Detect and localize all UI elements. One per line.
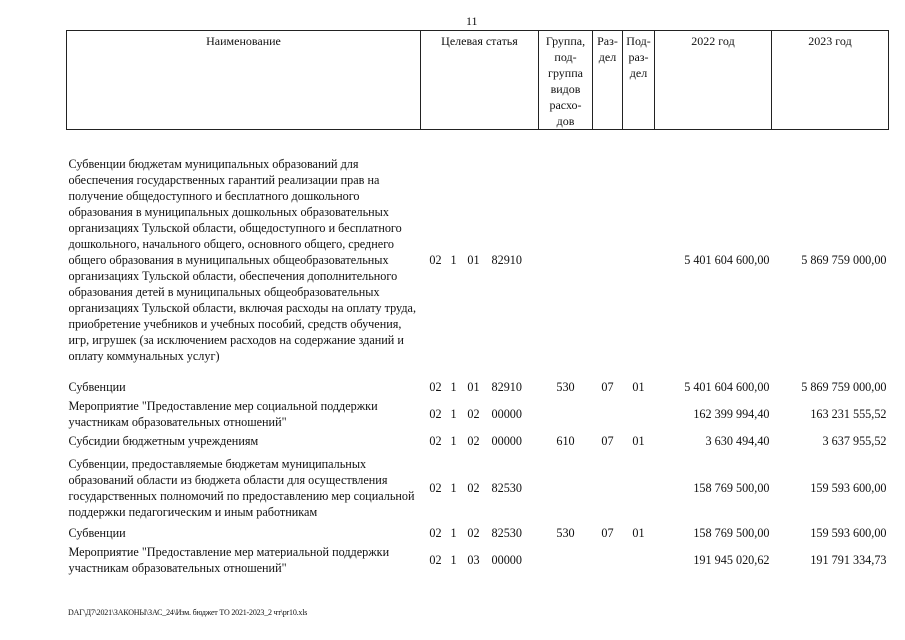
header-2023: 2023 год [772, 31, 889, 130]
row-name: Мероприятие "Предоставление мер социальной поддержки участникам образовательных отношений" [68, 398, 378, 429]
target-code-part: 02 [429, 433, 442, 448]
budget-table [66, 30, 889, 576]
row-section: 07 [601, 379, 614, 394]
file-path-footer: DAГ\Д7\2021\ЗАКОНЫ\ЗАС_24\Изм. бюджет ТО 2021-2023_2 чт\pr10.xls [68, 608, 308, 617]
row-group: 530 [556, 525, 575, 540]
row-name: Мероприятие "Предоставление мер материальной поддержки участникам образовательных отношений" [68, 544, 390, 575]
target-code-part: 1 [450, 406, 457, 421]
row-group [539, 130, 593, 376]
row-2022: 162 399 994,40 [693, 406, 770, 421]
target-code-part: 02 [467, 433, 480, 448]
row-target-code [421, 544, 539, 576]
target-code-part: 01 [467, 252, 480, 267]
header-name: Наименование [67, 31, 421, 130]
row-target-code [421, 376, 539, 398]
target-code-part: 00000 [491, 433, 522, 448]
table-row [67, 398, 889, 430]
page-number: 11 [466, 14, 478, 28]
row-target-code [421, 130, 539, 376]
target-code-part: 82530 [491, 480, 522, 495]
table-header-row [67, 31, 889, 130]
target-code-part: 1 [450, 433, 457, 448]
row-section [593, 544, 623, 576]
target-code-part: 1 [450, 379, 457, 394]
row-subsection: 01 [632, 379, 645, 394]
target-code-part: 82910 [491, 252, 522, 267]
row-2023: 3 637 955,52 [822, 433, 887, 448]
row-group: 610 [556, 433, 575, 448]
row-2023: 159 593 600,00 [810, 525, 887, 540]
target-code-part: 02 [429, 480, 442, 495]
row-section [593, 452, 623, 522]
row-group [539, 544, 593, 576]
row-2022: 5 401 604 600,00 [684, 252, 770, 267]
header-section: Раз-дел [593, 31, 623, 130]
row-2023: 5 869 759 000,00 [801, 379, 887, 394]
target-code-part: 00000 [491, 406, 522, 421]
table-row [67, 376, 889, 398]
target-code-part: 82530 [491, 525, 522, 540]
target-code-part: 02 [467, 480, 480, 495]
target-code-part: 00000 [491, 552, 522, 567]
target-code-part: 82910 [491, 379, 522, 394]
row-2023: 163 231 555,52 [810, 406, 887, 421]
target-code-part: 02 [429, 406, 442, 421]
target-code-part: 02 [467, 525, 480, 540]
table-row [67, 544, 889, 576]
row-group: 530 [556, 379, 575, 394]
row-2022: 5 401 604 600,00 [684, 379, 770, 394]
row-section [593, 130, 623, 376]
row-target-code [421, 398, 539, 430]
row-2023: 191 791 334,73 [810, 552, 887, 567]
row-name: Субсидии бюджетным учреждениям [68, 433, 259, 448]
target-code-part: 1 [450, 525, 457, 540]
target-code-part: 1 [450, 480, 457, 495]
header-group: Группа, под-группа видов расхо-дов [539, 31, 593, 130]
row-group [539, 452, 593, 522]
row-subsection [623, 544, 655, 576]
row-2022: 158 769 500,00 [693, 480, 770, 495]
target-code-part: 02 [429, 252, 442, 267]
header-subsection: Под-раз-дел [623, 31, 655, 130]
table-row [67, 522, 889, 544]
row-subsection [623, 398, 655, 430]
row-target-code [421, 430, 539, 452]
row-name: Субвенции бюджетам муниципальных образований для обеспечения государственных гарантий реализации прав на получение общедоступного и бесплатного дошкольного образования в муниципальных дошкольных образовательных организациях Тульской области, общедоступного и бесплатного дошкольного, начального общего, основного общего, среднего общего образования в муниципальных общеобразовательных организациях Тульской области, обеспечения дополнительного образования детей в муниципальных общеобразовательных организациях Тульской области, включая расходы на оплату труда, приобретение учебников и учебных пособий, средств обучения, игр, игрушек (за исключением расходов на содержание зданий и оплату коммунальных услуг) [68, 156, 417, 363]
row-2022: 3 630 494,40 [705, 433, 770, 448]
row-2022: 191 945 020,62 [693, 552, 770, 567]
target-code-part: 02 [429, 379, 442, 394]
target-code-part: 03 [467, 552, 480, 567]
row-section: 07 [601, 525, 614, 540]
target-code-part: 01 [467, 379, 480, 394]
row-subsection [623, 452, 655, 522]
row-target-code [421, 522, 539, 544]
table-row [67, 452, 889, 522]
row-group [539, 398, 593, 430]
row-name: Субвенции [68, 525, 126, 540]
target-code-part: 1 [450, 252, 457, 267]
row-2022: 158 769 500,00 [693, 525, 770, 540]
row-target-code [421, 452, 539, 522]
row-subsection [623, 130, 655, 376]
target-code-part: 02 [467, 406, 480, 421]
header-target: Целевая статья [421, 31, 539, 130]
table-row [67, 130, 889, 376]
row-subsection: 01 [632, 525, 645, 540]
table-row [67, 430, 889, 452]
row-name: Субвенции, предоставляемые бюджетам муниципальных образований области из бюджета области для осуществления государственных полномочий по предоставлению мер социальной поддержки педагогическим и иным работникам [68, 456, 415, 519]
target-code-part: 1 [450, 552, 457, 567]
target-code-part: 02 [429, 525, 442, 540]
row-2023: 5 869 759 000,00 [801, 252, 887, 267]
target-code-part: 02 [429, 552, 442, 567]
row-subsection: 01 [632, 433, 645, 448]
row-name: Субвенции [68, 379, 126, 394]
row-section: 07 [601, 433, 614, 448]
row-section [593, 398, 623, 430]
row-2023: 159 593 600,00 [810, 480, 887, 495]
header-2022: 2022 год [655, 31, 772, 130]
